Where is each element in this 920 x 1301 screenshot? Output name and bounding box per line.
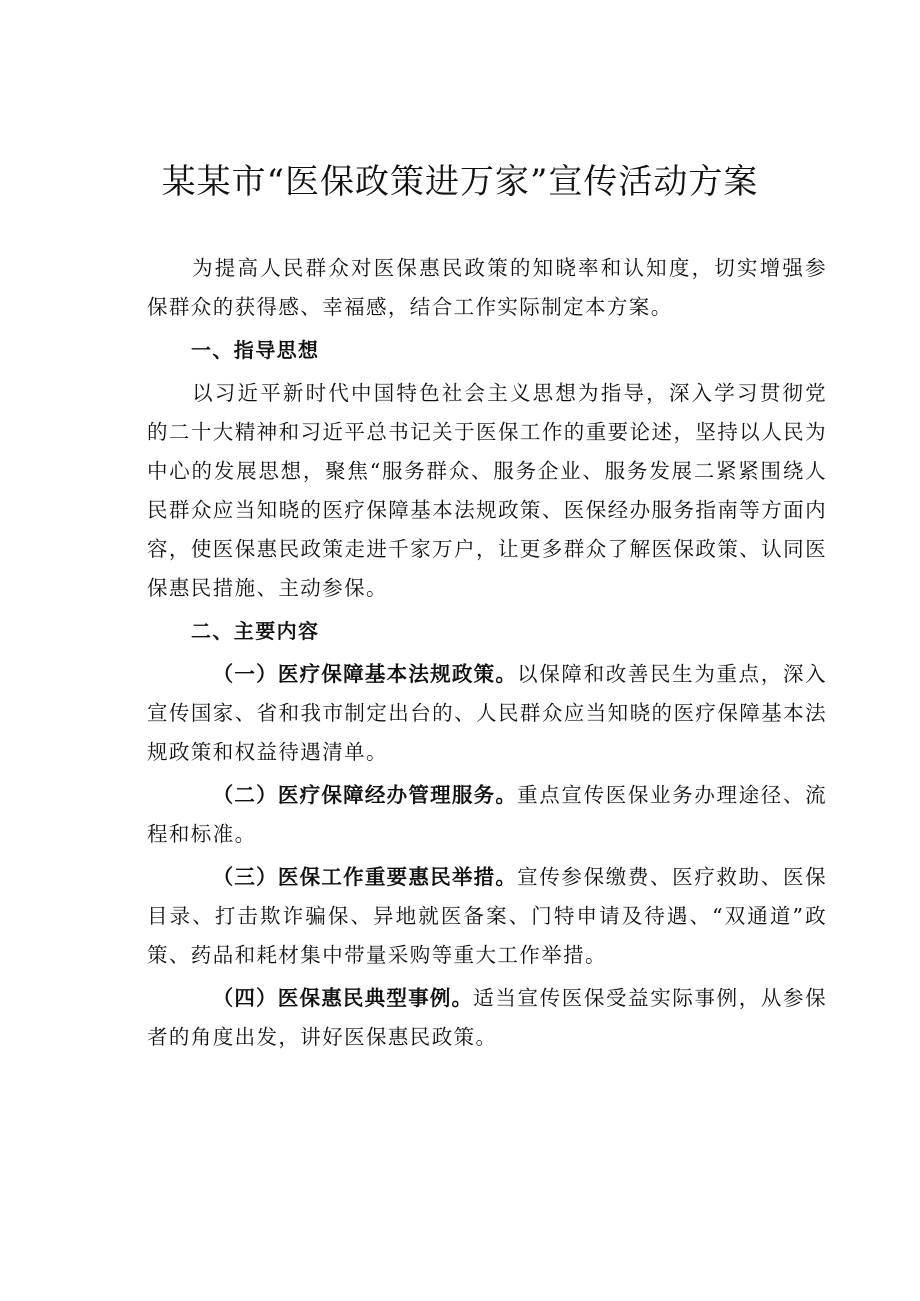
guiding-ideology-paragraph: 以习近平新时代中国特色社会主义思想为指导，深入学习贯彻党的二十大精神和习近平总书记关于医保工作的重要论述，坚持以人民为中心的发展思想，聚焦“服务群众、服务企业、服务发展二紧紧围绕人民群众应当知晓的医疗保障基本法规政策、医保经办服务指南等方面内容，使医保惠民政策走进千家万户，让更多群众了解医保政策、认同医保惠民措施、主动参保。 bbox=[147, 381, 827, 600]
content-item-4-text: 适当宣传医保受益实际事例，从参保者的角度出发，讲好医保惠民政策。 bbox=[147, 986, 827, 1049]
content-item-1-lead: （一）医疗保障基本法规政策。 bbox=[212, 662, 518, 686]
content-item-1-text: 以保障和改善民生为重点，深入宣传国家、省和我市制定出台的、人民群众应当知晓的医疗保障基本法规政策和权益待遇清单。 bbox=[147, 662, 827, 764]
content-item-2-text: 重点宣传医保业务办理途径、流程和标准。 bbox=[147, 783, 827, 846]
content-item-4-lead: （四）医保惠民典型事例。 bbox=[212, 986, 474, 1010]
section-heading-guiding-ideology: 一、指导思想 bbox=[191, 338, 320, 362]
content-item-2 bbox=[147, 776, 827, 854]
document-title: 某某市“医保政策进万家”宣传活动方案 bbox=[161, 162, 759, 202]
document-body bbox=[147, 249, 827, 1061]
section-heading-main-content: 二、主要内容 bbox=[191, 619, 320, 643]
content-item-3 bbox=[147, 858, 827, 975]
content-item-4 bbox=[147, 979, 827, 1057]
content-item-3-lead: （三）医保工作重要惠民举措。 bbox=[212, 865, 518, 889]
content-item-1 bbox=[147, 655, 827, 772]
content-item-3-text: 宣传参保缴费、医疗救助、医保目录、打击欺诈骗保、异地就医备案、门特申请及待遇、“双通道”政策、药品和耗材集中带量采购等重大工作举措。 bbox=[147, 865, 827, 967]
content-item-2-lead: （二）医疗保障经办管理服务。 bbox=[212, 783, 518, 807]
intro-paragraph: 为提高人民群众对医保惠民政策的知晓率和认知度，切实增强参保群众的获得感、幸福感，结合工作实际制定本方案。 bbox=[147, 256, 827, 319]
